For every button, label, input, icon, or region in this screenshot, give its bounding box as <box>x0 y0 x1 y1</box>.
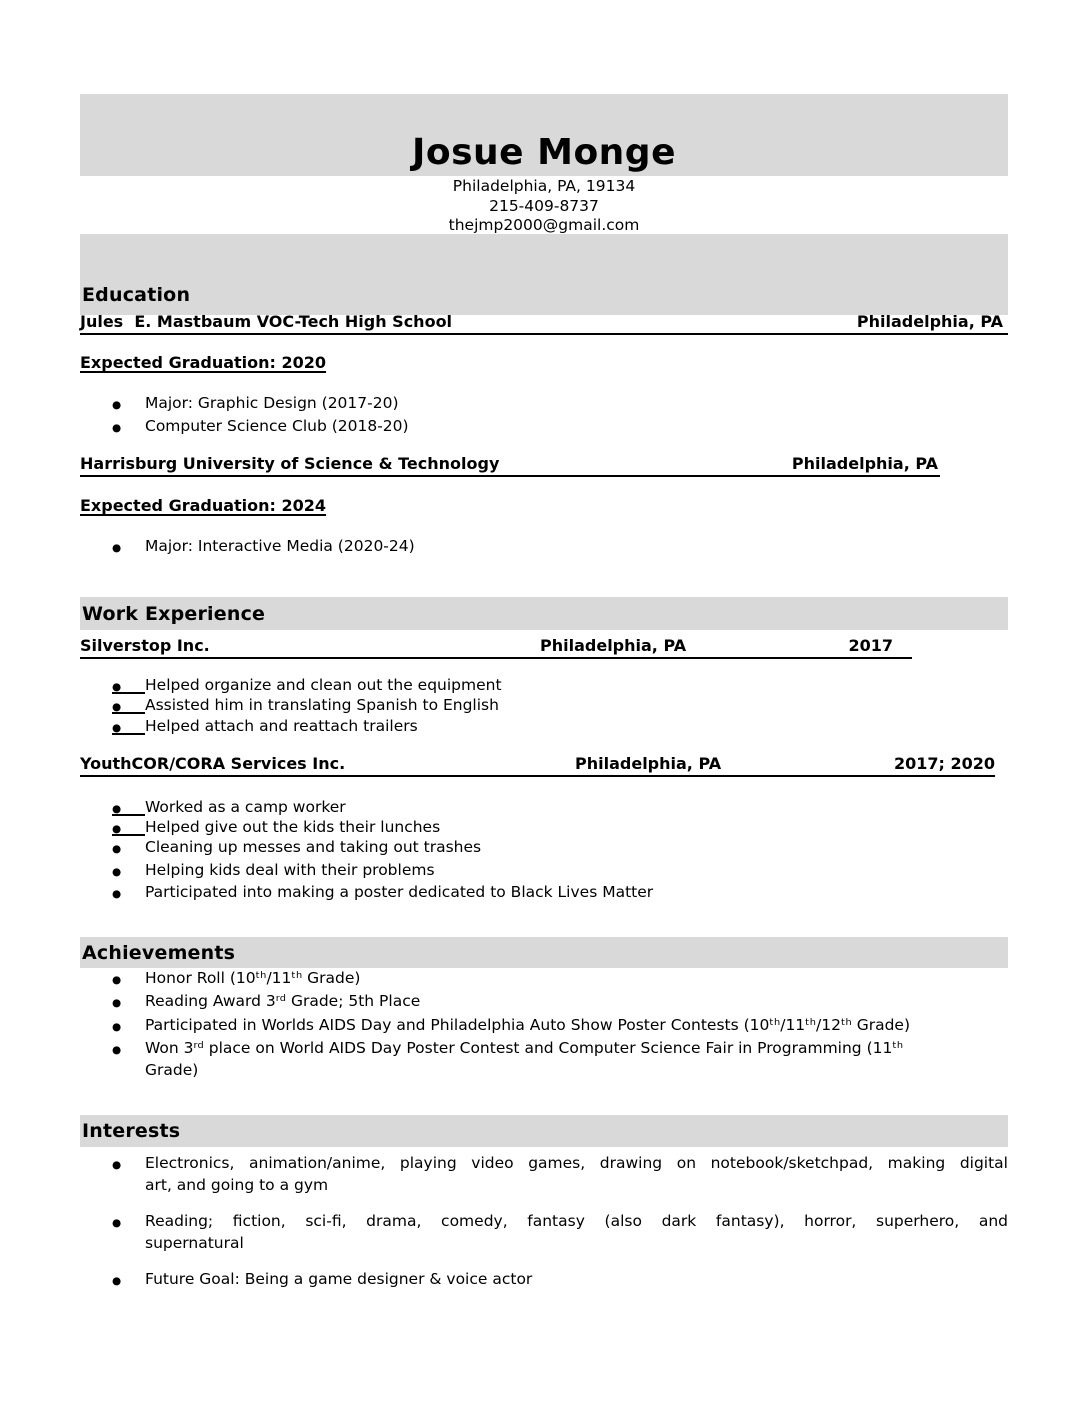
list-item: ● Cleaning up messes and taking out trashes <box>80 837 1008 859</box>
work-section-band <box>80 597 1008 630</box>
expected-graduation: Expected Graduation: 2020 <box>80 353 327 372</box>
interests-heading: Interests <box>82 1120 181 1142</box>
list-item: ● Helping kids deal with their problems <box>80 860 1008 882</box>
achievement-text <box>145 1038 1008 1081</box>
interests-bullets <box>80 1153 1008 1308</box>
work-heading: Work Experience <box>82 602 266 625</box>
job-location: Philadelphia, PA <box>540 636 687 655</box>
list-item <box>80 1211 1008 1254</box>
contact-email: thejmp2000@gmail.com <box>448 216 640 234</box>
job-dates: 2017 <box>848 636 893 655</box>
bullet-icon <box>112 797 145 816</box>
list-item <box>80 1038 1008 1081</box>
interests-section-band <box>80 1115 1008 1147</box>
interest-line: Reading; fiction, sci-fi, drama, comedy, fantasy (also dark fantasy), horror, superhero, and <box>145 1212 1008 1230</box>
bullet-icon <box>112 1269 145 1293</box>
list-item: ● Honor Roll (10ᵗʰ/11ᵗʰ Grade) <box>80 968 1008 991</box>
list-item: ● Reading Award 3ʳᵈ Grade; 5th Place <box>80 991 1008 1014</box>
job-row <box>80 752 995 777</box>
header-name-band <box>80 94 1008 176</box>
bullet-icon <box>112 1015 145 1038</box>
list-item: ● Participated into making a poster dedicated to Black Lives Matter <box>80 882 1008 904</box>
education-section-band <box>80 234 1008 315</box>
list-item: ● Helped give out the kids their lunches <box>80 817 1008 837</box>
education-bullets <box>80 393 1008 439</box>
contact-info <box>80 177 1008 236</box>
school-name: Jules E. Mastbaum VOC-Tech High School <box>80 312 453 331</box>
list-item: ● Participated in Worlds AIDS Day and Philadelphia Auto Show Poster Contests (10ᵗʰ/11ᵗʰ/12ᵗʰ Grade) <box>80 1015 1008 1038</box>
school-name: Harrisburg University of Science & Technology <box>80 454 500 473</box>
achievements-section-band <box>80 937 1008 968</box>
bullet-icon <box>112 393 145 416</box>
list-item <box>80 1153 1008 1196</box>
list-item: ● Assisted him in translating Spanish to English <box>80 695 1008 715</box>
interest-text <box>145 1211 1008 1254</box>
list-item: ● Worked as a camp worker <box>80 797 1008 817</box>
list-item: ● Computer Science Club (2018-20) <box>80 416 1008 439</box>
interest-text <box>145 1153 1008 1196</box>
bullet-icon <box>112 675 145 694</box>
achievements-bullets <box>80 968 1008 1081</box>
job-location: Philadelphia, PA <box>575 754 722 773</box>
bullet-icon <box>112 882 145 904</box>
interest-line: supernatural <box>145 1233 244 1252</box>
bullet-icon <box>112 536 145 559</box>
school-location: Philadelphia, PA <box>856 312 1003 331</box>
bullet-icon <box>112 416 145 439</box>
company-name: Silverstop Inc. <box>80 636 210 655</box>
job-bullets <box>80 797 1008 904</box>
achievement-line: Grade) <box>145 1060 199 1079</box>
company-name: YouthCOR/CORA Services Inc. <box>80 754 346 773</box>
bullet-icon <box>112 968 145 991</box>
bullet-icon <box>112 1038 145 1061</box>
bullet-icon <box>112 837 145 859</box>
bullet-icon <box>112 991 145 1014</box>
achievements-heading: Achievements <box>82 941 236 964</box>
education-bullets <box>80 536 1008 559</box>
resume-name: Josue Monge <box>411 132 676 174</box>
school-location: Philadelphia, PA <box>791 454 938 473</box>
list-item: ● Helped attach and reattach trailers <box>80 716 1008 736</box>
bullet-icon <box>112 716 145 735</box>
bullet-icon <box>112 1211 145 1235</box>
education-heading: Education <box>82 284 191 306</box>
list-item: ● Helped organize and clean out the equipment <box>80 675 1008 695</box>
bullet-icon <box>112 860 145 882</box>
contact-location: Philadelphia, PA, 19134 <box>452 177 636 195</box>
job-row <box>80 634 912 659</box>
education-school-row <box>80 452 940 477</box>
achievement-line: Won 3ʳᵈ place on World AIDS Day Poster Contest and Computer Science Fair in Programming (11ᵗʰ <box>145 1039 904 1058</box>
interest-line: art, and going to a gym <box>145 1175 329 1194</box>
job-bullets <box>80 675 1008 736</box>
bullet-icon <box>112 817 145 836</box>
list-item: ● Major: Graphic Design (2017-20) <box>80 393 1008 416</box>
contact-phone: 215-409-8737 <box>489 196 599 215</box>
list-item: ● Major: Interactive Media (2020-24) <box>80 536 1008 559</box>
job-dates: 2017; 2020 <box>893 754 995 773</box>
bullet-icon <box>112 1153 145 1177</box>
list-item: ● Future Goal: Being a game designer & voice actor <box>80 1269 1008 1293</box>
bullet-icon <box>112 695 145 714</box>
interest-line: Electronics, animation/anime, playing video games, drawing on notebook/sketchpad, making digital <box>145 1154 1008 1172</box>
education-school-row <box>80 310 1008 335</box>
expected-graduation: Expected Graduation: 2024 <box>80 496 327 515</box>
